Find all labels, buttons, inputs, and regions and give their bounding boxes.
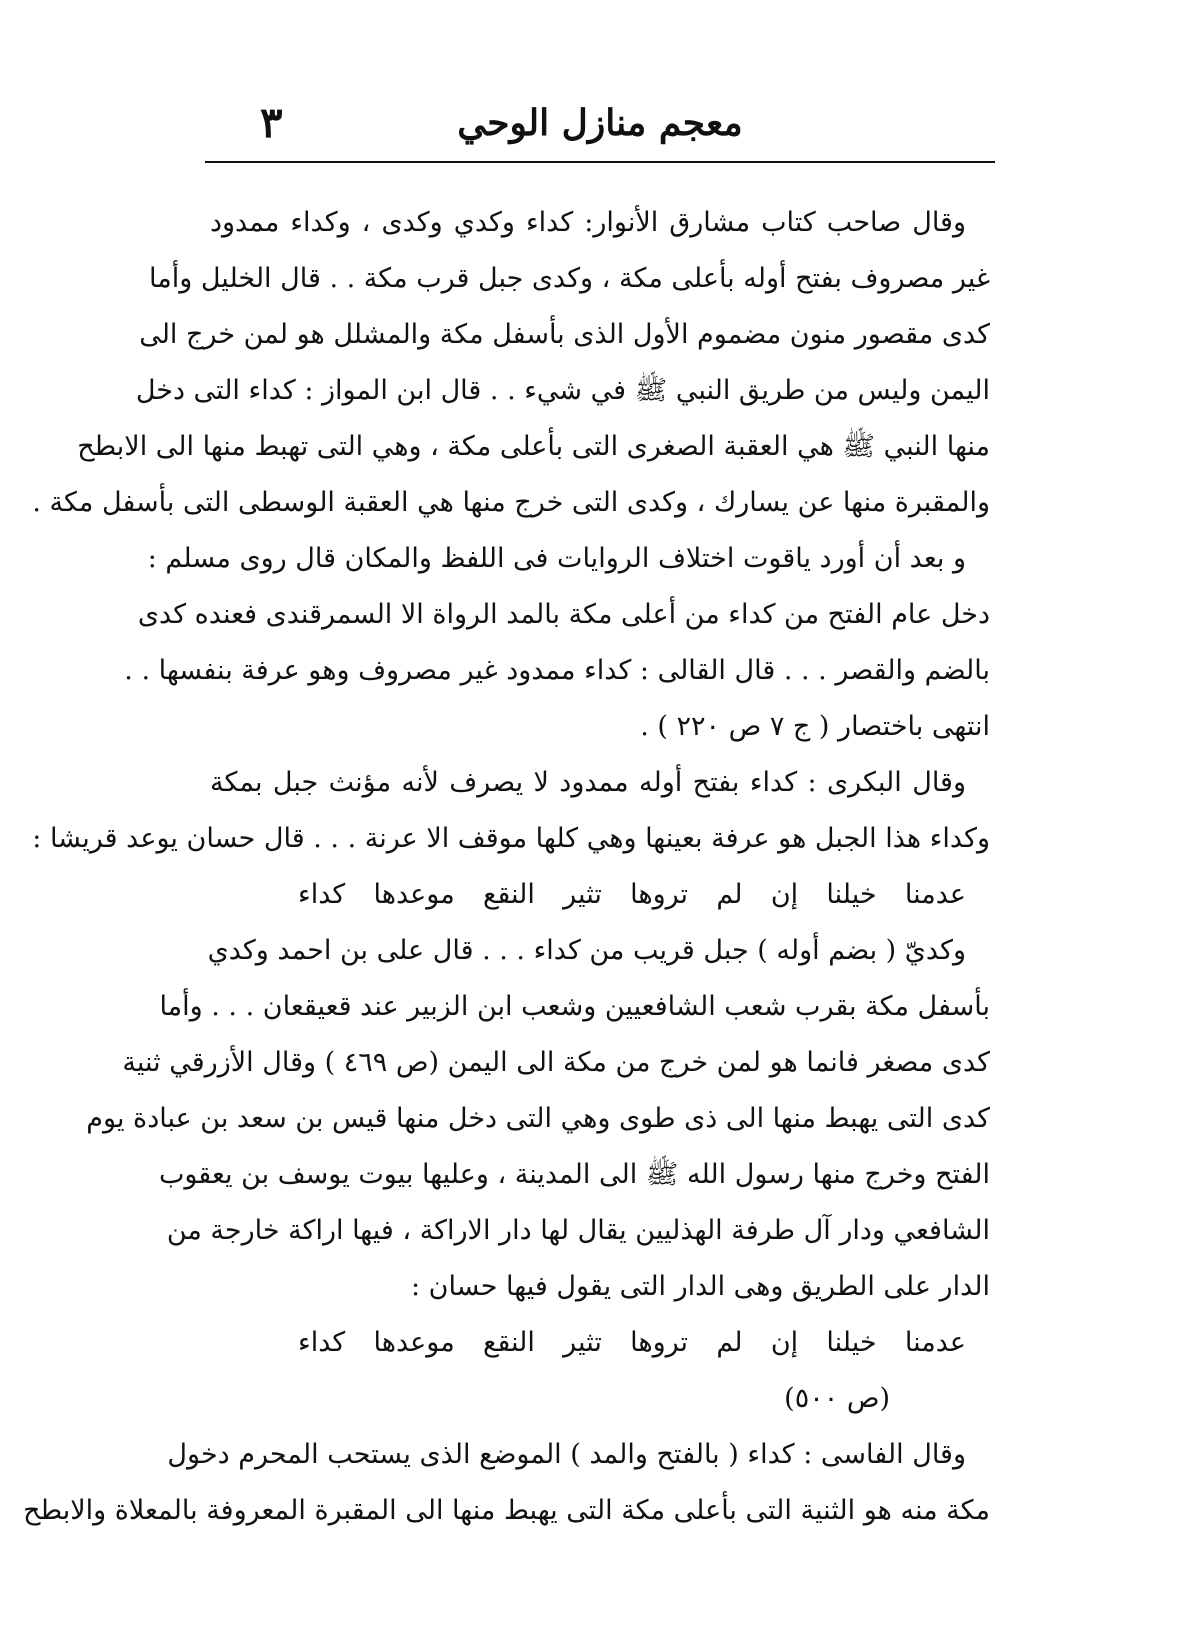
- text-line: وكداء هذا الجبل هو عرفة بعينها وهي كلها موقف الا عرنة . . . قال حسان يوعد قريشا :: [32, 823, 990, 854]
- text-line: غير مصروف بفتح أوله بأعلى مكة ، وكدى جبل قرب مكة . . قال الخليل وأما: [149, 263, 990, 294]
- text-line: منها النبي ﷺ هي العقبة الصغرى التى بأعلى مكة ، وهي التى تهبط منها الى الابطح: [77, 431, 990, 462]
- text-line: كدى مصغر فانما هو لمن خرج من مكة الى اليمن (ص ٤٦٩ ) وقال الأزرقي ثنية: [122, 1047, 990, 1078]
- text-line: الدار على الطريق وهى الدار التى يقول فيها حسان :: [410, 1271, 990, 1302]
- text-line: الفتح وخرج منها رسول الله ﷺ الى المدينة ، وعليها بيوت يوسف بن يعقوب: [158, 1159, 990, 1190]
- text-line: مكة منه هو الثنية التى بأعلى مكة التى يهبط منها الى المقبرة المعروفة بالمعلاة والابطح: [23, 1495, 990, 1526]
- verse-line: عدمنا خيلنا إن لم تروها تثير النقع موعدها كداء: [298, 879, 966, 910]
- text-line: اليمن وليس من طريق النبي ﷺ في شيء . . قال ابن المواز : كداء التى دخل: [135, 375, 990, 406]
- running-title: معجم منازل الوحي: [457, 102, 743, 144]
- text-line: كدى مقصور منون مضموم الأول الذى بأسفل مكة والمشلل هو لمن خرج الى: [139, 319, 990, 350]
- header-rule: [205, 161, 995, 163]
- verse-line: عدمنا خيلنا إن لم تروها تثير النقع موعدها كداء: [298, 1327, 966, 1358]
- text-line: وقال البكرى : كداء بفتح أوله ممدود لا يصرف لأنه مؤنث جبل بمكة: [210, 767, 966, 798]
- text-line: والمقبرة منها عن يسارك ، وكدى التى خرج منها هي العقبة الوسطى التى بأسفل مكة .: [32, 487, 990, 518]
- text-line: الشافعي ودار آل طرفة الهذليين يقال لها دار الاراكة ، فيها اراكة خارجة من: [166, 1215, 990, 1246]
- text-line: انتهى باختصار ( ج ٧ ص ٢٢٠ ) .: [640, 711, 990, 742]
- text-line: و بعد أن أورد ياقوت اختلاف الروايات فى اللفظ والمكان قال روى مسلم :: [147, 543, 966, 574]
- text-line: وقال صاحب كتاب مشارق الأنوار: كداء وكدي وكدى ، وكداء ممدود: [210, 207, 966, 238]
- text-line: دخل عام الفتح من كداء من أعلى مكة بالمد الرواة الا السمرقندى فعنده كدى: [137, 599, 990, 630]
- text-line: بأسفل مكة بقرب شعب الشافعيين وشعب ابن الزبير عند قعيقعان . . . وأما: [159, 991, 990, 1022]
- text-line: بالضم والقصر . . . قال القالى : كداء ممدود غير مصروف وهو عرفة بنفسها . .: [124, 655, 990, 686]
- text-line: وقال الفاسى : كداء ( بالفتح والمد ) الموضع الذى يستحب المحرم دخول: [167, 1439, 966, 1470]
- page-number: ٣: [260, 98, 283, 147]
- body-text: [23, 195, 990, 1539]
- page-header: [205, 98, 995, 158]
- text-line: كدى التى يهبط منها الى ذى طوى وهي التى دخل منها قيس بن سعد بن عبادة يوم: [86, 1103, 990, 1134]
- page-reference: (ص ٥٠٠): [784, 1383, 890, 1414]
- text-line: وكديّ ( بضم أوله ) جبل قريب من كداء . . . قال على بن احمد وكدي: [207, 935, 966, 966]
